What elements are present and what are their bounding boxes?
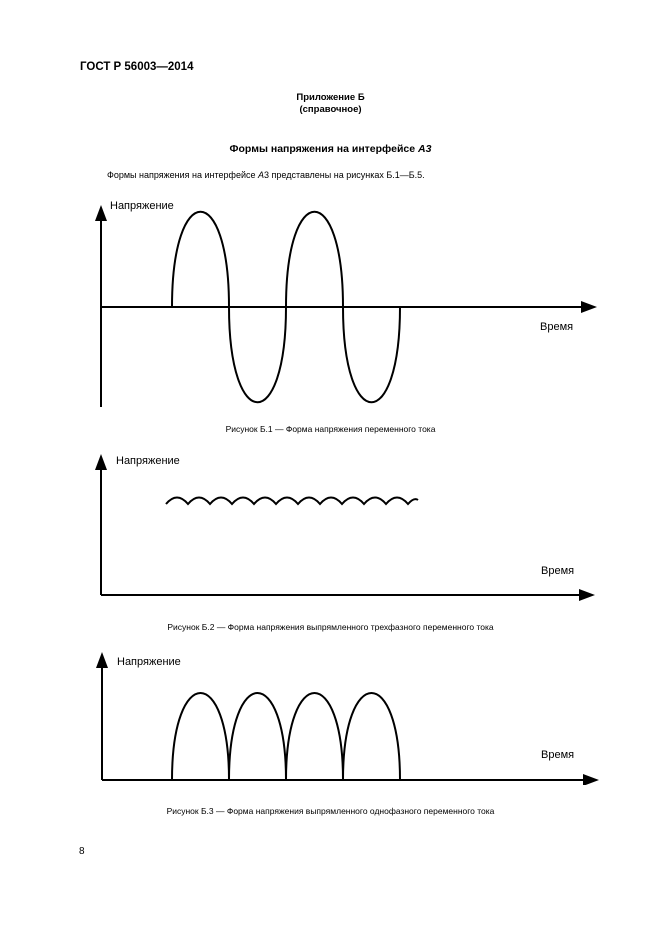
intro-suffix: 3 представлены на рисунках Б.1—Б.5. — [264, 170, 425, 180]
document-header: ГОСТ Р 56003—2014 — [80, 61, 194, 73]
section-title-italic: А3 — [418, 143, 432, 155]
appendix-title: Приложение Б — [296, 92, 365, 103]
appendix-heading — [0, 92, 661, 116]
figure-3-caption: Рисунок Б.3 — Форма напряжения выпрямленного однофазного переменного тока — [166, 806, 495, 816]
y-axis-arrow-icon — [95, 205, 107, 221]
figure-3-single-phase-rectified — [0, 650, 661, 785]
figure-1-caption: Рисунок Б.1 — Форма напряжения переменного тока — [225, 424, 436, 434]
page-number: 8 — [79, 846, 85, 857]
y-axis-arrow-icon — [95, 454, 107, 470]
x-axis-label: Время — [540, 321, 574, 333]
intro-prefix: Формы напряжения на интерфейсе — [107, 170, 258, 180]
figure-2-three-phase-rectified — [0, 452, 661, 602]
ripple-wave — [166, 498, 418, 505]
y-axis-label: Напряжение — [117, 656, 181, 668]
section-title — [0, 143, 661, 155]
x-axis-arrow-icon — [583, 774, 599, 785]
full-wave-rectified — [172, 693, 400, 780]
intro-italic: А — [257, 170, 264, 180]
figure-2-caption: Рисунок Б.2 — Форма напряжения выпрямленного трехфазного переменного тока — [167, 622, 494, 632]
y-axis-label: Напряжение — [116, 455, 180, 467]
x-axis-label: Время — [541, 565, 575, 577]
x-axis-label: Время — [541, 749, 575, 761]
y-axis-label: Напряжение — [110, 200, 174, 212]
appendix-note: (справочное) — [299, 104, 362, 115]
intro-paragraph — [107, 170, 425, 180]
section-title-text: Формы напряжения на интерфейсе — [229, 143, 418, 155]
figure-1-ac-voltage — [0, 195, 661, 410]
x-axis-arrow-icon — [581, 301, 597, 313]
y-axis-arrow-icon — [96, 652, 108, 668]
x-axis-arrow-icon — [579, 589, 595, 601]
